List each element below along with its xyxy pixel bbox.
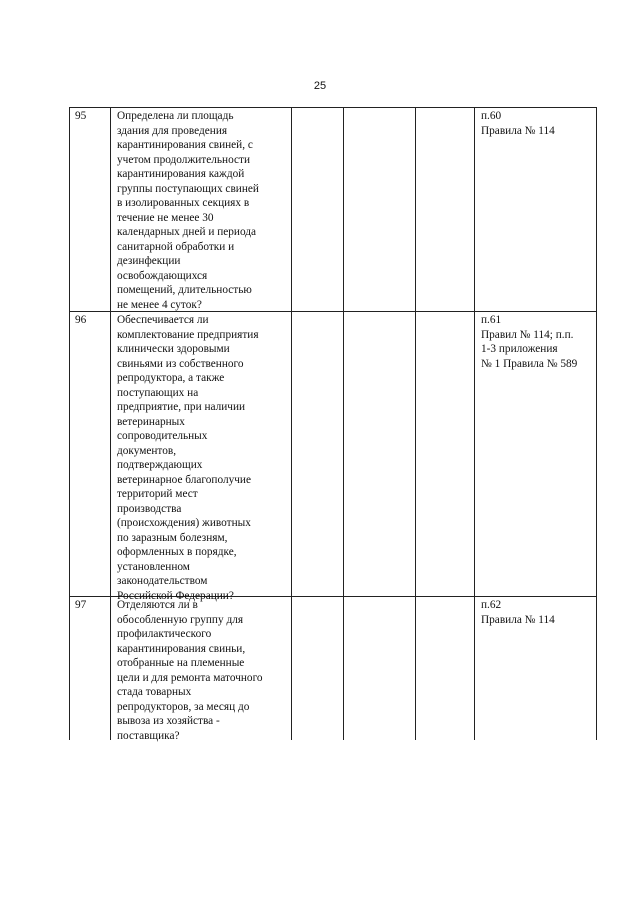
column-divider bbox=[110, 107, 111, 740]
row-number: 97 bbox=[75, 599, 87, 611]
legal-reference: п.62 Правила № 114 bbox=[481, 599, 555, 626]
legal-reference: п.60 Правила № 114 bbox=[481, 110, 555, 137]
table-border-right bbox=[596, 107, 597, 740]
legal-reference: п.61 Правил № 114; п.п. 1-3 приложения № 1 Правила № 589 bbox=[481, 314, 578, 370]
page-number: 25 bbox=[313, 80, 327, 92]
question-text: Определена ли площадь здания для проведения карантинирования свиней, с учетом продолжительности карантинирования каждой группы поступающих свиней в изолированных секциях в течение не менее 30 календарных дней и периода санитарной обработки и дезинфекции освобождающихся помещений, длительностью не менее 4 суток? bbox=[117, 110, 259, 311]
table-border-top bbox=[69, 107, 597, 108]
row-number: 95 bbox=[75, 110, 87, 122]
column-divider bbox=[474, 107, 475, 740]
question-text: Обеспечивается ли комплектование предприятия клинически здоровыми свиньями из собственного репродуктора, а также поступающих на предприятие, при наличии ветеринарных сопроводительных документов, подтверждающих ветеринарное благополучие территорий мест производства (происхождения) животных по заразным болезням, оформленных в порядке, установленном законодательством Российской Федерации? bbox=[117, 314, 259, 602]
column-divider bbox=[291, 107, 292, 740]
table-border-left bbox=[69, 107, 70, 740]
question-text: Отделяются ли в обособленную группу для профилактического карантинирования свиньи, отобранные на племенные цели и для ремонта маточного стада товарных репродукторов, за месяц до вывоза из хозяйства - поставщика? bbox=[117, 599, 263, 742]
column-divider bbox=[343, 107, 344, 740]
checklist-table bbox=[69, 107, 597, 740]
column-divider bbox=[415, 107, 416, 740]
row-number: 96 bbox=[75, 314, 87, 326]
